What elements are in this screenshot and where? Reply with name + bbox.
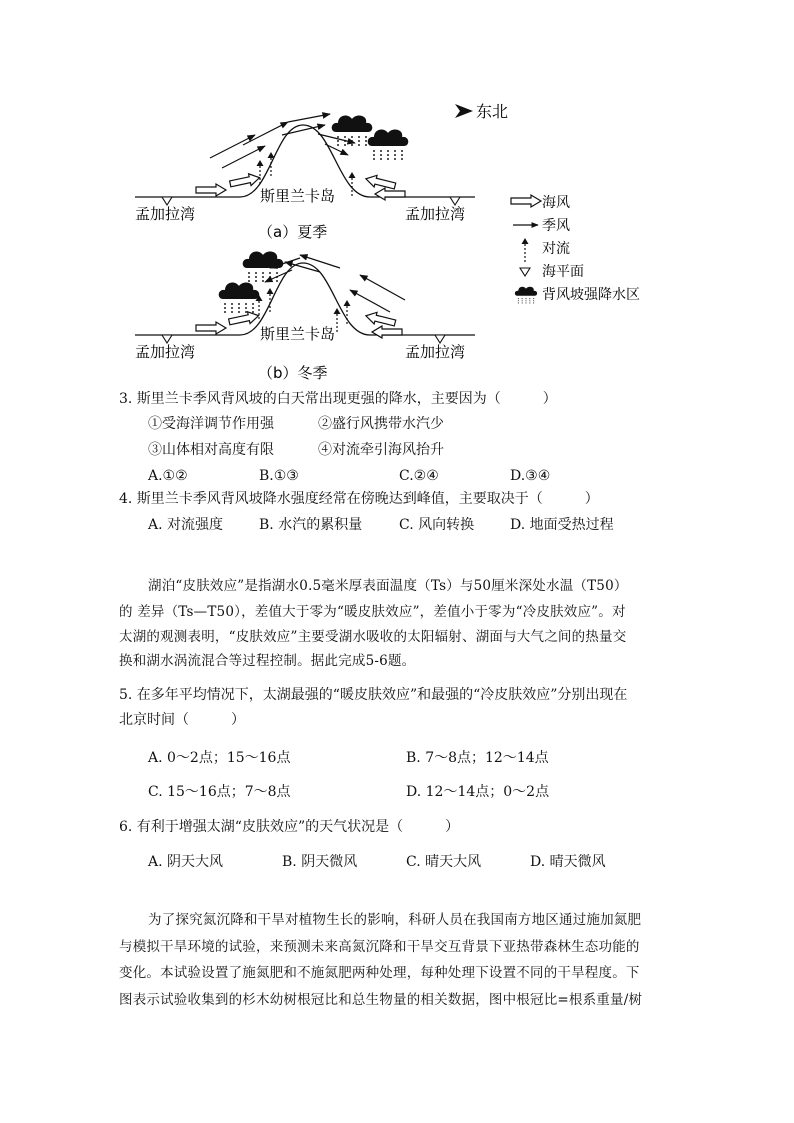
passage2-line2: 与模拟干旱环境的试验，来预测未来高氮沉降和干旱交互背景下亚热带森林生态功能的	[119, 939, 640, 955]
q6-option-b[interactable]: B. 阴天微风	[282, 854, 358, 870]
sea-level-icon	[520, 268, 530, 276]
passage1-line3: 太湖的观测表明，“皮肤效应”主要受湖水吸收的太阳辐射、湖面与大气之间的热量交	[119, 629, 627, 645]
q4-option-d[interactable]: D. 地面受热过程	[510, 517, 614, 533]
bay-label-right: 孟加拉湾	[405, 205, 466, 223]
q5-option-b[interactable]: B. 7～8点；12～14点	[406, 750, 549, 766]
panel-winter	[135, 252, 475, 382]
passage1-line2: 的 差异（Ts—T50），差值大于零为“暖皮肤效应”，差值小于零为“冷皮肤效应”。对	[119, 604, 626, 620]
bay-label-left: 孟加拉湾	[135, 205, 196, 223]
legend-rain-area: 背风坡强降水区	[542, 287, 640, 303]
q3-statement-2: ②盛行风携带水汽少	[318, 416, 444, 432]
panel-summer	[135, 114, 475, 241]
q3-option-a[interactable]: A.①②	[148, 468, 188, 484]
q5-option-c[interactable]: C. 15～16点；7～8点	[148, 784, 291, 800]
rain-area-icon	[515, 287, 537, 304]
cloud-rain-icon	[332, 116, 373, 146]
q3-option-c[interactable]: C.②④	[399, 468, 439, 484]
sri-lanka-figure	[0, 0, 794, 395]
direction-label: 东北	[476, 102, 509, 121]
passage2-line4: 图表示试验收集到的杉木幼树根冠比和总生物量的相关数据，图中根冠比=根系重量/树	[119, 992, 643, 1008]
passage1-line1: 湖泊“皮肤效应”是指湖水0.5毫米厚表面温度（Ts）与50厘米深处水温（T50）	[148, 578, 628, 594]
island-label: 斯里兰卡岛	[260, 187, 336, 205]
direction-arrow-icon	[455, 104, 473, 118]
caption-winter: （b）冬季	[258, 364, 328, 382]
q3-statement-4: ④对流牵引海风抬升	[318, 442, 444, 458]
passage1-line4: 换和湖水涡流混合等过程控制。据此完成5-6题。	[119, 653, 416, 669]
caption-summer: （a）夏季	[258, 223, 328, 241]
legend	[511, 195, 640, 304]
q3-stem: 3. 斯里兰卡季风背风坡的白天常出现更强的降水，主要因为（ ）	[119, 391, 557, 407]
q4-option-b[interactable]: B. 水汽的累积量	[259, 517, 363, 533]
cloud-rain-icon	[243, 252, 284, 282]
q6-option-d[interactable]: D. 晴天微风	[530, 854, 606, 870]
bay-label-right: 孟加拉湾	[405, 343, 466, 361]
island-label: 斯里兰卡岛	[260, 325, 336, 343]
q3-statement-3: ③山体相对高度有限	[148, 442, 274, 458]
q3-option-b[interactable]: B.①③	[259, 468, 299, 484]
q6-stem: 6. 有利于增强太湖“皮肤效应”的天气状况是（ ）	[119, 819, 460, 835]
q6-option-a[interactable]: A. 阴天大风	[148, 854, 224, 870]
q5-stem-line2: 北京时间（ ）	[119, 712, 245, 728]
q5-stem-line1: 5. 在多年平均情况下，太湖最强的“暖皮肤效应”和最强的“冷皮肤效应”分别出现在	[119, 687, 628, 703]
passage2-line3: 变化。本试验设置了施氮肥和不施氮肥两种处理，每种处理下设置不同的干旱程度。下	[119, 965, 640, 981]
sea-breeze-icon	[511, 195, 541, 207]
q4-option-c[interactable]: C. 风向转换	[399, 517, 475, 533]
legend-convection: 对流	[542, 241, 570, 257]
q4-option-a[interactable]: A. 对流强度	[148, 517, 224, 533]
legend-sea-level: 海平面	[542, 264, 584, 280]
legend-monsoon: 季风	[542, 218, 570, 234]
passage2-line1: 为了探究氮沉降和干旱对植物生长的影响，科研人员在我国南方地区通过施加氮肥	[148, 912, 642, 928]
bay-label-left: 孟加拉湾	[135, 343, 196, 361]
q5-option-a[interactable]: A. 0～2点；15～16点	[148, 750, 291, 766]
q5-option-d[interactable]: D. 12～14点；0～2点	[406, 784, 550, 800]
q6-option-c[interactable]: C. 晴天大风	[406, 854, 482, 870]
convection-icon	[522, 238, 529, 262]
legend-sea-breeze: 海风	[542, 195, 570, 211]
q3-option-d[interactable]: D.③④	[510, 468, 551, 484]
q4-stem: 4. 斯里兰卡季风背风坡降水强度经常在傍晚达到峰值，主要取决于（ ）	[119, 491, 599, 507]
cloud-rain-icon	[368, 130, 409, 160]
q3-statement-1: ①受海洋调节作用强	[148, 416, 274, 432]
cloud-rain-icon	[219, 283, 260, 313]
